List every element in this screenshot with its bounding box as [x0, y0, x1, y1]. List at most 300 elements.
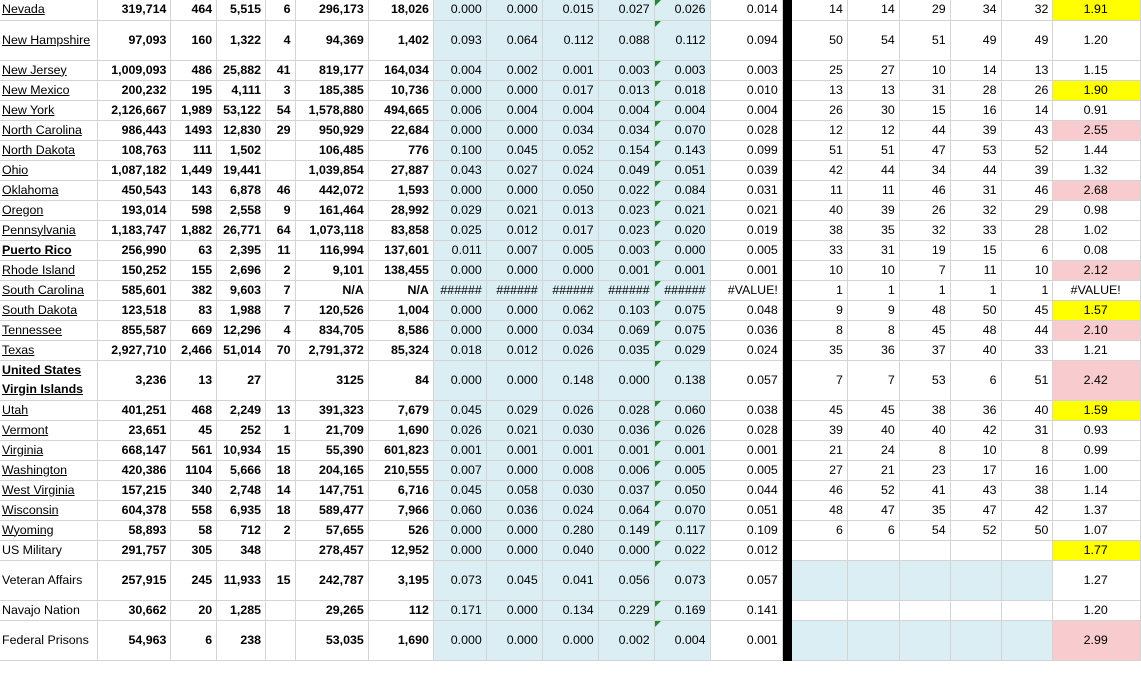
- cell-count[interactable]: 29,265: [295, 600, 368, 620]
- cell-jurisdiction[interactable]: Nevada: [0, 0, 98, 20]
- cell-rate[interactable]: 0.056: [598, 560, 654, 600]
- cell-rank[interactable]: 36: [847, 340, 899, 360]
- cell-rate[interactable]: 0.013: [598, 80, 654, 100]
- cell-count[interactable]: 83: [171, 300, 217, 320]
- cell-rate[interactable]: 0.138: [654, 360, 710, 400]
- cell-rank[interactable]: 47: [950, 500, 1001, 520]
- cell-ratio[interactable]: 1.90: [1053, 80, 1141, 100]
- cell-rate[interactable]: 0.000: [433, 0, 486, 20]
- cell-rate[interactable]: 0.023: [598, 220, 654, 240]
- cell-count[interactable]: 138,455: [368, 260, 433, 280]
- cell-count[interactable]: 238: [217, 620, 266, 660]
- cell-rank[interactable]: 13: [1001, 60, 1053, 80]
- cell-jurisdiction[interactable]: New Jersey: [0, 60, 98, 80]
- cell-rate[interactable]: 0.062: [542, 300, 598, 320]
- cell-rank[interactable]: [1001, 540, 1053, 560]
- cell-ratio[interactable]: 1.59: [1053, 400, 1141, 420]
- cell-rate[interactable]: 0.023: [598, 200, 654, 220]
- cell-rank[interactable]: 6: [1001, 240, 1053, 260]
- cell-rank[interactable]: 35: [899, 500, 950, 520]
- cell-rate[interactable]: 0.117: [654, 520, 710, 540]
- cell-rank[interactable]: 46: [791, 480, 847, 500]
- cell-count[interactable]: 9,101: [295, 260, 368, 280]
- cell-count[interactable]: 160: [171, 20, 217, 60]
- cell-count[interactable]: 111: [171, 140, 217, 160]
- cell-average[interactable]: 0.005: [710, 460, 782, 480]
- cell-rank[interactable]: [950, 620, 1001, 660]
- cell-rank[interactable]: 11: [950, 260, 1001, 280]
- cell-count[interactable]: 4: [266, 320, 296, 340]
- cell-average[interactable]: 0.051: [710, 500, 782, 520]
- cell-rate[interactable]: 0.021: [654, 200, 710, 220]
- cell-rank[interactable]: 32: [950, 200, 1001, 220]
- cell-count[interactable]: 2,395: [217, 240, 266, 260]
- cell-count[interactable]: 1,009,093: [98, 60, 171, 80]
- cell-rate[interactable]: 0.229: [598, 600, 654, 620]
- cell-rate[interactable]: 0.001: [433, 440, 486, 460]
- cell-rate[interactable]: 0.148: [542, 360, 598, 400]
- cell-rate[interactable]: 0.000: [542, 260, 598, 280]
- cell-average[interactable]: 0.044: [710, 480, 782, 500]
- cell-rate[interactable]: 0.045: [433, 400, 486, 420]
- cell-rank[interactable]: 29: [1001, 200, 1053, 220]
- cell-rate[interactable]: 0.000: [433, 540, 486, 560]
- cell-rank[interactable]: 45: [1001, 300, 1053, 320]
- cell-rank[interactable]: 1: [950, 280, 1001, 300]
- cell-rate[interactable]: 0.002: [598, 620, 654, 660]
- cell-count[interactable]: 1,039,854: [295, 160, 368, 180]
- cell-count[interactable]: 2,558: [217, 200, 266, 220]
- cell-count[interactable]: 2,126,667: [98, 100, 171, 120]
- cell-rank[interactable]: 1: [899, 280, 950, 300]
- cell-rank[interactable]: 43: [950, 480, 1001, 500]
- cell-rate[interactable]: 0.064: [486, 20, 542, 60]
- cell-count[interactable]: 11,933: [217, 560, 266, 600]
- cell-rank[interactable]: 17: [950, 460, 1001, 480]
- cell-average[interactable]: 0.005: [710, 240, 782, 260]
- cell-jurisdiction[interactable]: Tennessee: [0, 320, 98, 340]
- cell-rate[interactable]: 0.004: [654, 620, 710, 660]
- cell-rate[interactable]: 0.073: [433, 560, 486, 600]
- cell-rank[interactable]: 16: [1001, 460, 1053, 480]
- cell-rank[interactable]: 28: [950, 80, 1001, 100]
- cell-count[interactable]: 9: [266, 200, 296, 220]
- cell-rank[interactable]: 42: [791, 160, 847, 180]
- cell-rank[interactable]: 40: [847, 420, 899, 440]
- cell-count[interactable]: 1104: [171, 460, 217, 480]
- cell-rate[interactable]: 0.000: [433, 80, 486, 100]
- cell-rate[interactable]: 0.103: [598, 300, 654, 320]
- cell-count[interactable]: 7,679: [368, 400, 433, 420]
- cell-count[interactable]: 1,690: [368, 620, 433, 660]
- cell-rate[interactable]: 0.028: [598, 400, 654, 420]
- cell-count[interactable]: 1,087,182: [98, 160, 171, 180]
- cell-ratio[interactable]: 1.20: [1053, 600, 1141, 620]
- cell-count[interactable]: 598: [171, 200, 217, 220]
- cell-jurisdiction[interactable]: Vermont: [0, 420, 98, 440]
- cell-rate[interactable]: 0.000: [486, 180, 542, 200]
- cell-rank[interactable]: 7: [899, 260, 950, 280]
- cell-count[interactable]: 85,324: [368, 340, 433, 360]
- cell-rate[interactable]: ######: [542, 280, 598, 300]
- cell-rate[interactable]: 0.022: [654, 540, 710, 560]
- cell-rank[interactable]: 21: [791, 440, 847, 460]
- cell-count[interactable]: 464: [171, 0, 217, 20]
- cell-rank[interactable]: 31: [847, 240, 899, 260]
- cell-rank[interactable]: 51: [1001, 360, 1053, 400]
- cell-count[interactable]: 305: [171, 540, 217, 560]
- cell-rate[interactable]: 0.041: [542, 560, 598, 600]
- cell-count[interactable]: 6,935: [217, 500, 266, 520]
- cell-rate[interactable]: ######: [486, 280, 542, 300]
- cell-rank[interactable]: 52: [847, 480, 899, 500]
- cell-rank[interactable]: 38: [899, 400, 950, 420]
- cell-count[interactable]: 1,073,118: [295, 220, 368, 240]
- cell-rank[interactable]: 40: [899, 420, 950, 440]
- cell-rate[interactable]: 0.073: [654, 560, 710, 600]
- cell-rate[interactable]: 0.169: [654, 600, 710, 620]
- cell-count[interactable]: 3125: [295, 360, 368, 400]
- cell-rank[interactable]: [1001, 620, 1053, 660]
- cell-rank[interactable]: 35: [791, 340, 847, 360]
- cell-rank[interactable]: 36: [950, 400, 1001, 420]
- cell-rate[interactable]: 0.030: [542, 420, 598, 440]
- cell-count[interactable]: 10,934: [217, 440, 266, 460]
- cell-count[interactable]: 776: [368, 140, 433, 160]
- cell-rank[interactable]: 40: [950, 340, 1001, 360]
- cell-count[interactable]: 19,441: [217, 160, 266, 180]
- cell-rate[interactable]: 0.007: [486, 240, 542, 260]
- cell-count[interactable]: 147,751: [295, 480, 368, 500]
- cell-rank[interactable]: 8: [847, 320, 899, 340]
- cell-rate[interactable]: 0.000: [486, 540, 542, 560]
- cell-count[interactable]: 12,296: [217, 320, 266, 340]
- cell-count[interactable]: 589,477: [295, 500, 368, 520]
- cell-count[interactable]: 137,601: [368, 240, 433, 260]
- cell-count[interactable]: 1,449: [171, 160, 217, 180]
- cell-rank[interactable]: [847, 620, 899, 660]
- cell-count[interactable]: 193,014: [98, 200, 171, 220]
- cell-count[interactable]: 120,526: [295, 300, 368, 320]
- cell-rank[interactable]: 10: [791, 260, 847, 280]
- cell-count[interactable]: 94,369: [295, 20, 368, 60]
- cell-rate[interactable]: 0.000: [433, 520, 486, 540]
- cell-rank[interactable]: 46: [1001, 180, 1053, 200]
- cell-ratio[interactable]: 0.99: [1053, 440, 1141, 460]
- cell-count[interactable]: 5,515: [217, 0, 266, 20]
- cell-count[interactable]: 204,165: [295, 460, 368, 480]
- cell-count[interactable]: 10,736: [368, 80, 433, 100]
- cell-count[interactable]: 108,763: [98, 140, 171, 160]
- cell-rate[interactable]: 0.004: [598, 100, 654, 120]
- cell-ratio[interactable]: 2.68: [1053, 180, 1141, 200]
- cell-jurisdiction[interactable]: Pennsylvania: [0, 220, 98, 240]
- cell-count[interactable]: 291,757: [98, 540, 171, 560]
- cell-ratio[interactable]: 2.12: [1053, 260, 1141, 280]
- cell-rate[interactable]: 0.024: [542, 160, 598, 180]
- cell-rate[interactable]: 0.052: [542, 140, 598, 160]
- cell-rank[interactable]: 44: [899, 120, 950, 140]
- cell-average[interactable]: 0.109: [710, 520, 782, 540]
- cell-rank[interactable]: 49: [1001, 20, 1053, 60]
- cell-rank[interactable]: 52: [1001, 140, 1053, 160]
- cell-rate[interactable]: 0.026: [654, 0, 710, 20]
- cell-rate[interactable]: 0.003: [598, 240, 654, 260]
- cell-count[interactable]: 6,878: [217, 180, 266, 200]
- cell-rank[interactable]: 33: [1001, 340, 1053, 360]
- cell-count[interactable]: 83,858: [368, 220, 433, 240]
- cell-count[interactable]: 6: [266, 0, 296, 20]
- cell-count[interactable]: 986,443: [98, 120, 171, 140]
- cell-rank[interactable]: 31: [899, 80, 950, 100]
- cell-count[interactable]: 26,771: [217, 220, 266, 240]
- cell-rate[interactable]: 0.035: [598, 340, 654, 360]
- cell-count[interactable]: 210,555: [368, 460, 433, 480]
- cell-count[interactable]: 1493: [171, 120, 217, 140]
- cell-jurisdiction[interactable]: US Military: [0, 540, 98, 560]
- cell-rank[interactable]: 33: [950, 220, 1001, 240]
- cell-count[interactable]: 97,093: [98, 20, 171, 60]
- cell-rate[interactable]: 0.050: [654, 480, 710, 500]
- cell-count[interactable]: 53,035: [295, 620, 368, 660]
- cell-rank[interactable]: [847, 560, 899, 600]
- cell-rate[interactable]: 0.004: [654, 100, 710, 120]
- cell-rank[interactable]: 16: [950, 100, 1001, 120]
- cell-rate[interactable]: 0.112: [654, 20, 710, 60]
- cell-rate[interactable]: 0.004: [542, 100, 598, 120]
- cell-count[interactable]: 6,716: [368, 480, 433, 500]
- cell-rank[interactable]: 33: [791, 240, 847, 260]
- cell-rate[interactable]: 0.026: [542, 400, 598, 420]
- cell-rate[interactable]: 0.017: [542, 80, 598, 100]
- cell-rank[interactable]: 51: [899, 20, 950, 60]
- cell-rate[interactable]: ######: [598, 280, 654, 300]
- cell-rank[interactable]: 50: [791, 20, 847, 60]
- cell-count[interactable]: 242,787: [295, 560, 368, 600]
- cell-rate[interactable]: 0.075: [654, 320, 710, 340]
- cell-count[interactable]: 22,684: [368, 120, 433, 140]
- cell-rank[interactable]: 47: [847, 500, 899, 520]
- cell-jurisdiction[interactable]: South Dakota: [0, 300, 98, 320]
- cell-rate[interactable]: 0.040: [542, 540, 598, 560]
- cell-rank[interactable]: 35: [847, 220, 899, 240]
- cell-count[interactable]: 1: [266, 420, 296, 440]
- cell-average[interactable]: 0.094: [710, 20, 782, 60]
- cell-count[interactable]: 2,466: [171, 340, 217, 360]
- cell-rate[interactable]: 0.043: [433, 160, 486, 180]
- cell-rank[interactable]: 51: [847, 140, 899, 160]
- cell-rate[interactable]: 0.024: [542, 500, 598, 520]
- cell-count[interactable]: 18,026: [368, 0, 433, 20]
- cell-jurisdiction[interactable]: North Carolina: [0, 120, 98, 140]
- cell-rate[interactable]: 0.058: [486, 480, 542, 500]
- cell-rank[interactable]: 32: [1001, 0, 1053, 20]
- cell-rate[interactable]: 0.070: [654, 120, 710, 140]
- cell-rank[interactable]: 25: [791, 60, 847, 80]
- cell-rank[interactable]: 27: [791, 460, 847, 480]
- cell-count[interactable]: 46: [266, 180, 296, 200]
- cell-rank[interactable]: 50: [1001, 520, 1053, 540]
- cell-count[interactable]: [266, 540, 296, 560]
- cell-count[interactable]: 18: [266, 500, 296, 520]
- cell-count[interactable]: 64: [266, 220, 296, 240]
- cell-count[interactable]: 319,714: [98, 0, 171, 20]
- cell-rate[interactable]: 0.000: [433, 320, 486, 340]
- cell-count[interactable]: 401,251: [98, 400, 171, 420]
- cell-rank[interactable]: 26: [899, 200, 950, 220]
- cell-jurisdiction[interactable]: Rhode Island: [0, 260, 98, 280]
- cell-rate[interactable]: 0.000: [486, 360, 542, 400]
- cell-count[interactable]: [266, 360, 296, 400]
- cell-average[interactable]: 0.039: [710, 160, 782, 180]
- cell-rank[interactable]: 49: [950, 20, 1001, 60]
- cell-ratio[interactable]: #VALUE!: [1053, 280, 1141, 300]
- cell-rank[interactable]: 13: [791, 80, 847, 100]
- cell-rank[interactable]: 10: [1001, 260, 1053, 280]
- cell-rank[interactable]: 11: [791, 180, 847, 200]
- cell-count[interactable]: N/A: [368, 280, 433, 300]
- cell-rate[interactable]: 0.084: [654, 180, 710, 200]
- cell-count[interactable]: 13: [266, 400, 296, 420]
- cell-rate[interactable]: 0.134: [542, 600, 598, 620]
- cell-rate[interactable]: ######: [654, 280, 710, 300]
- cell-rank[interactable]: 48: [899, 300, 950, 320]
- cell-average[interactable]: 0.001: [710, 260, 782, 280]
- cell-rank[interactable]: 14: [950, 60, 1001, 80]
- cell-average[interactable]: 0.028: [710, 120, 782, 140]
- cell-count[interactable]: 12,952: [368, 540, 433, 560]
- cell-rank[interactable]: 24: [847, 440, 899, 460]
- cell-rate[interactable]: 0.149: [598, 520, 654, 540]
- cell-count[interactable]: 8,586: [368, 320, 433, 340]
- cell-rank[interactable]: 51: [791, 140, 847, 160]
- cell-rank[interactable]: [791, 560, 847, 600]
- cell-count[interactable]: 604,378: [98, 500, 171, 520]
- cell-ratio[interactable]: 1.77: [1053, 540, 1141, 560]
- cell-count[interactable]: 157,215: [98, 480, 171, 500]
- cell-ratio[interactable]: 1.00: [1053, 460, 1141, 480]
- cell-average[interactable]: 0.003: [710, 60, 782, 80]
- cell-count[interactable]: 669: [171, 320, 217, 340]
- cell-jurisdiction[interactable]: New Mexico: [0, 80, 98, 100]
- cell-rate[interactable]: 0.000: [433, 620, 486, 660]
- cell-count[interactable]: 155: [171, 260, 217, 280]
- cell-jurisdiction[interactable]: Federal Prisons: [0, 620, 98, 660]
- cell-average[interactable]: 0.012: [710, 540, 782, 560]
- cell-rank[interactable]: 28: [1001, 220, 1053, 240]
- cell-rank[interactable]: [791, 600, 847, 620]
- cell-count[interactable]: 6: [171, 620, 217, 660]
- cell-rate[interactable]: 0.011: [433, 240, 486, 260]
- cell-count[interactable]: 442,072: [295, 180, 368, 200]
- cell-jurisdiction[interactable]: Oregon: [0, 200, 98, 220]
- cell-rank[interactable]: 54: [847, 20, 899, 60]
- cell-rank[interactable]: 9: [791, 300, 847, 320]
- cell-rate[interactable]: 0.029: [433, 200, 486, 220]
- cell-rate[interactable]: 0.029: [486, 400, 542, 420]
- cell-average[interactable]: 0.024: [710, 340, 782, 360]
- cell-count[interactable]: 27,887: [368, 160, 433, 180]
- cell-rate[interactable]: 0.000: [542, 620, 598, 660]
- cell-count[interactable]: 494,665: [368, 100, 433, 120]
- cell-count[interactable]: 112: [368, 600, 433, 620]
- cell-count[interactable]: 161,464: [295, 200, 368, 220]
- cell-rate[interactable]: 0.000: [486, 620, 542, 660]
- cell-rank[interactable]: 44: [1001, 320, 1053, 340]
- cell-count[interactable]: 278,457: [295, 540, 368, 560]
- cell-count[interactable]: 2,696: [217, 260, 266, 280]
- cell-count[interactable]: 7: [266, 300, 296, 320]
- cell-ratio[interactable]: 2.99: [1053, 620, 1141, 660]
- cell-count[interactable]: 5,666: [217, 460, 266, 480]
- cell-rank[interactable]: 23: [899, 460, 950, 480]
- cell-rank[interactable]: 21: [847, 460, 899, 480]
- cell-rate[interactable]: 0.064: [598, 500, 654, 520]
- cell-rank[interactable]: 8: [791, 320, 847, 340]
- cell-average[interactable]: 0.019: [710, 220, 782, 240]
- cell-count[interactable]: 834,705: [295, 320, 368, 340]
- cell-ratio[interactable]: 1.14: [1053, 480, 1141, 500]
- cell-count[interactable]: 15: [266, 560, 296, 600]
- cell-ratio[interactable]: 1.91: [1053, 0, 1141, 20]
- cell-count[interactable]: 420,386: [98, 460, 171, 480]
- cell-rate[interactable]: 0.034: [598, 120, 654, 140]
- cell-rank[interactable]: 45: [899, 320, 950, 340]
- cell-rank[interactable]: 47: [899, 140, 950, 160]
- cell-ratio[interactable]: 0.91: [1053, 100, 1141, 120]
- cell-count[interactable]: [266, 140, 296, 160]
- cell-count[interactable]: 63: [171, 240, 217, 260]
- cell-average[interactable]: 0.001: [710, 620, 782, 660]
- cell-jurisdiction[interactable]: West Virginia: [0, 480, 98, 500]
- cell-rate[interactable]: 0.002: [486, 60, 542, 80]
- cell-rank[interactable]: 40: [791, 200, 847, 220]
- cell-count[interactable]: 57,655: [295, 520, 368, 540]
- cell-jurisdiction[interactable]: Ohio: [0, 160, 98, 180]
- cell-rate[interactable]: 0.026: [433, 420, 486, 440]
- cell-jurisdiction[interactable]: New Hampshire: [0, 20, 98, 60]
- cell-rank[interactable]: 14: [847, 0, 899, 20]
- cell-average[interactable]: 0.099: [710, 140, 782, 160]
- cell-count[interactable]: 468: [171, 400, 217, 420]
- cell-rate[interactable]: 0.030: [542, 480, 598, 500]
- cell-rank[interactable]: 43: [1001, 120, 1053, 140]
- cell-rate[interactable]: 0.037: [598, 480, 654, 500]
- cell-count[interactable]: 13: [171, 360, 217, 400]
- cell-ratio[interactable]: 1.32: [1053, 160, 1141, 180]
- cell-count[interactable]: 15: [266, 440, 296, 460]
- cell-count[interactable]: 2,748: [217, 480, 266, 500]
- cell-average[interactable]: 0.001: [710, 440, 782, 460]
- cell-rate[interactable]: 0.003: [598, 60, 654, 80]
- cell-rate[interactable]: 0.034: [542, 120, 598, 140]
- cell-rank[interactable]: 41: [899, 480, 950, 500]
- cell-rank[interactable]: 6: [847, 520, 899, 540]
- cell-rank[interactable]: [950, 600, 1001, 620]
- cell-rank[interactable]: 8: [899, 440, 950, 460]
- cell-rate[interactable]: 0.045: [486, 560, 542, 600]
- cell-rate[interactable]: 0.018: [433, 340, 486, 360]
- cell-count[interactable]: 712: [217, 520, 266, 540]
- cell-rank[interactable]: 31: [1001, 420, 1053, 440]
- cell-rate[interactable]: 0.171: [433, 600, 486, 620]
- cell-rate[interactable]: 0.017: [542, 220, 598, 240]
- cell-rank[interactable]: 11: [847, 180, 899, 200]
- cell-count[interactable]: 1,989: [171, 100, 217, 120]
- cell-count[interactable]: 41: [266, 60, 296, 80]
- cell-rate[interactable]: 0.045: [433, 480, 486, 500]
- cell-rate[interactable]: 0.000: [433, 300, 486, 320]
